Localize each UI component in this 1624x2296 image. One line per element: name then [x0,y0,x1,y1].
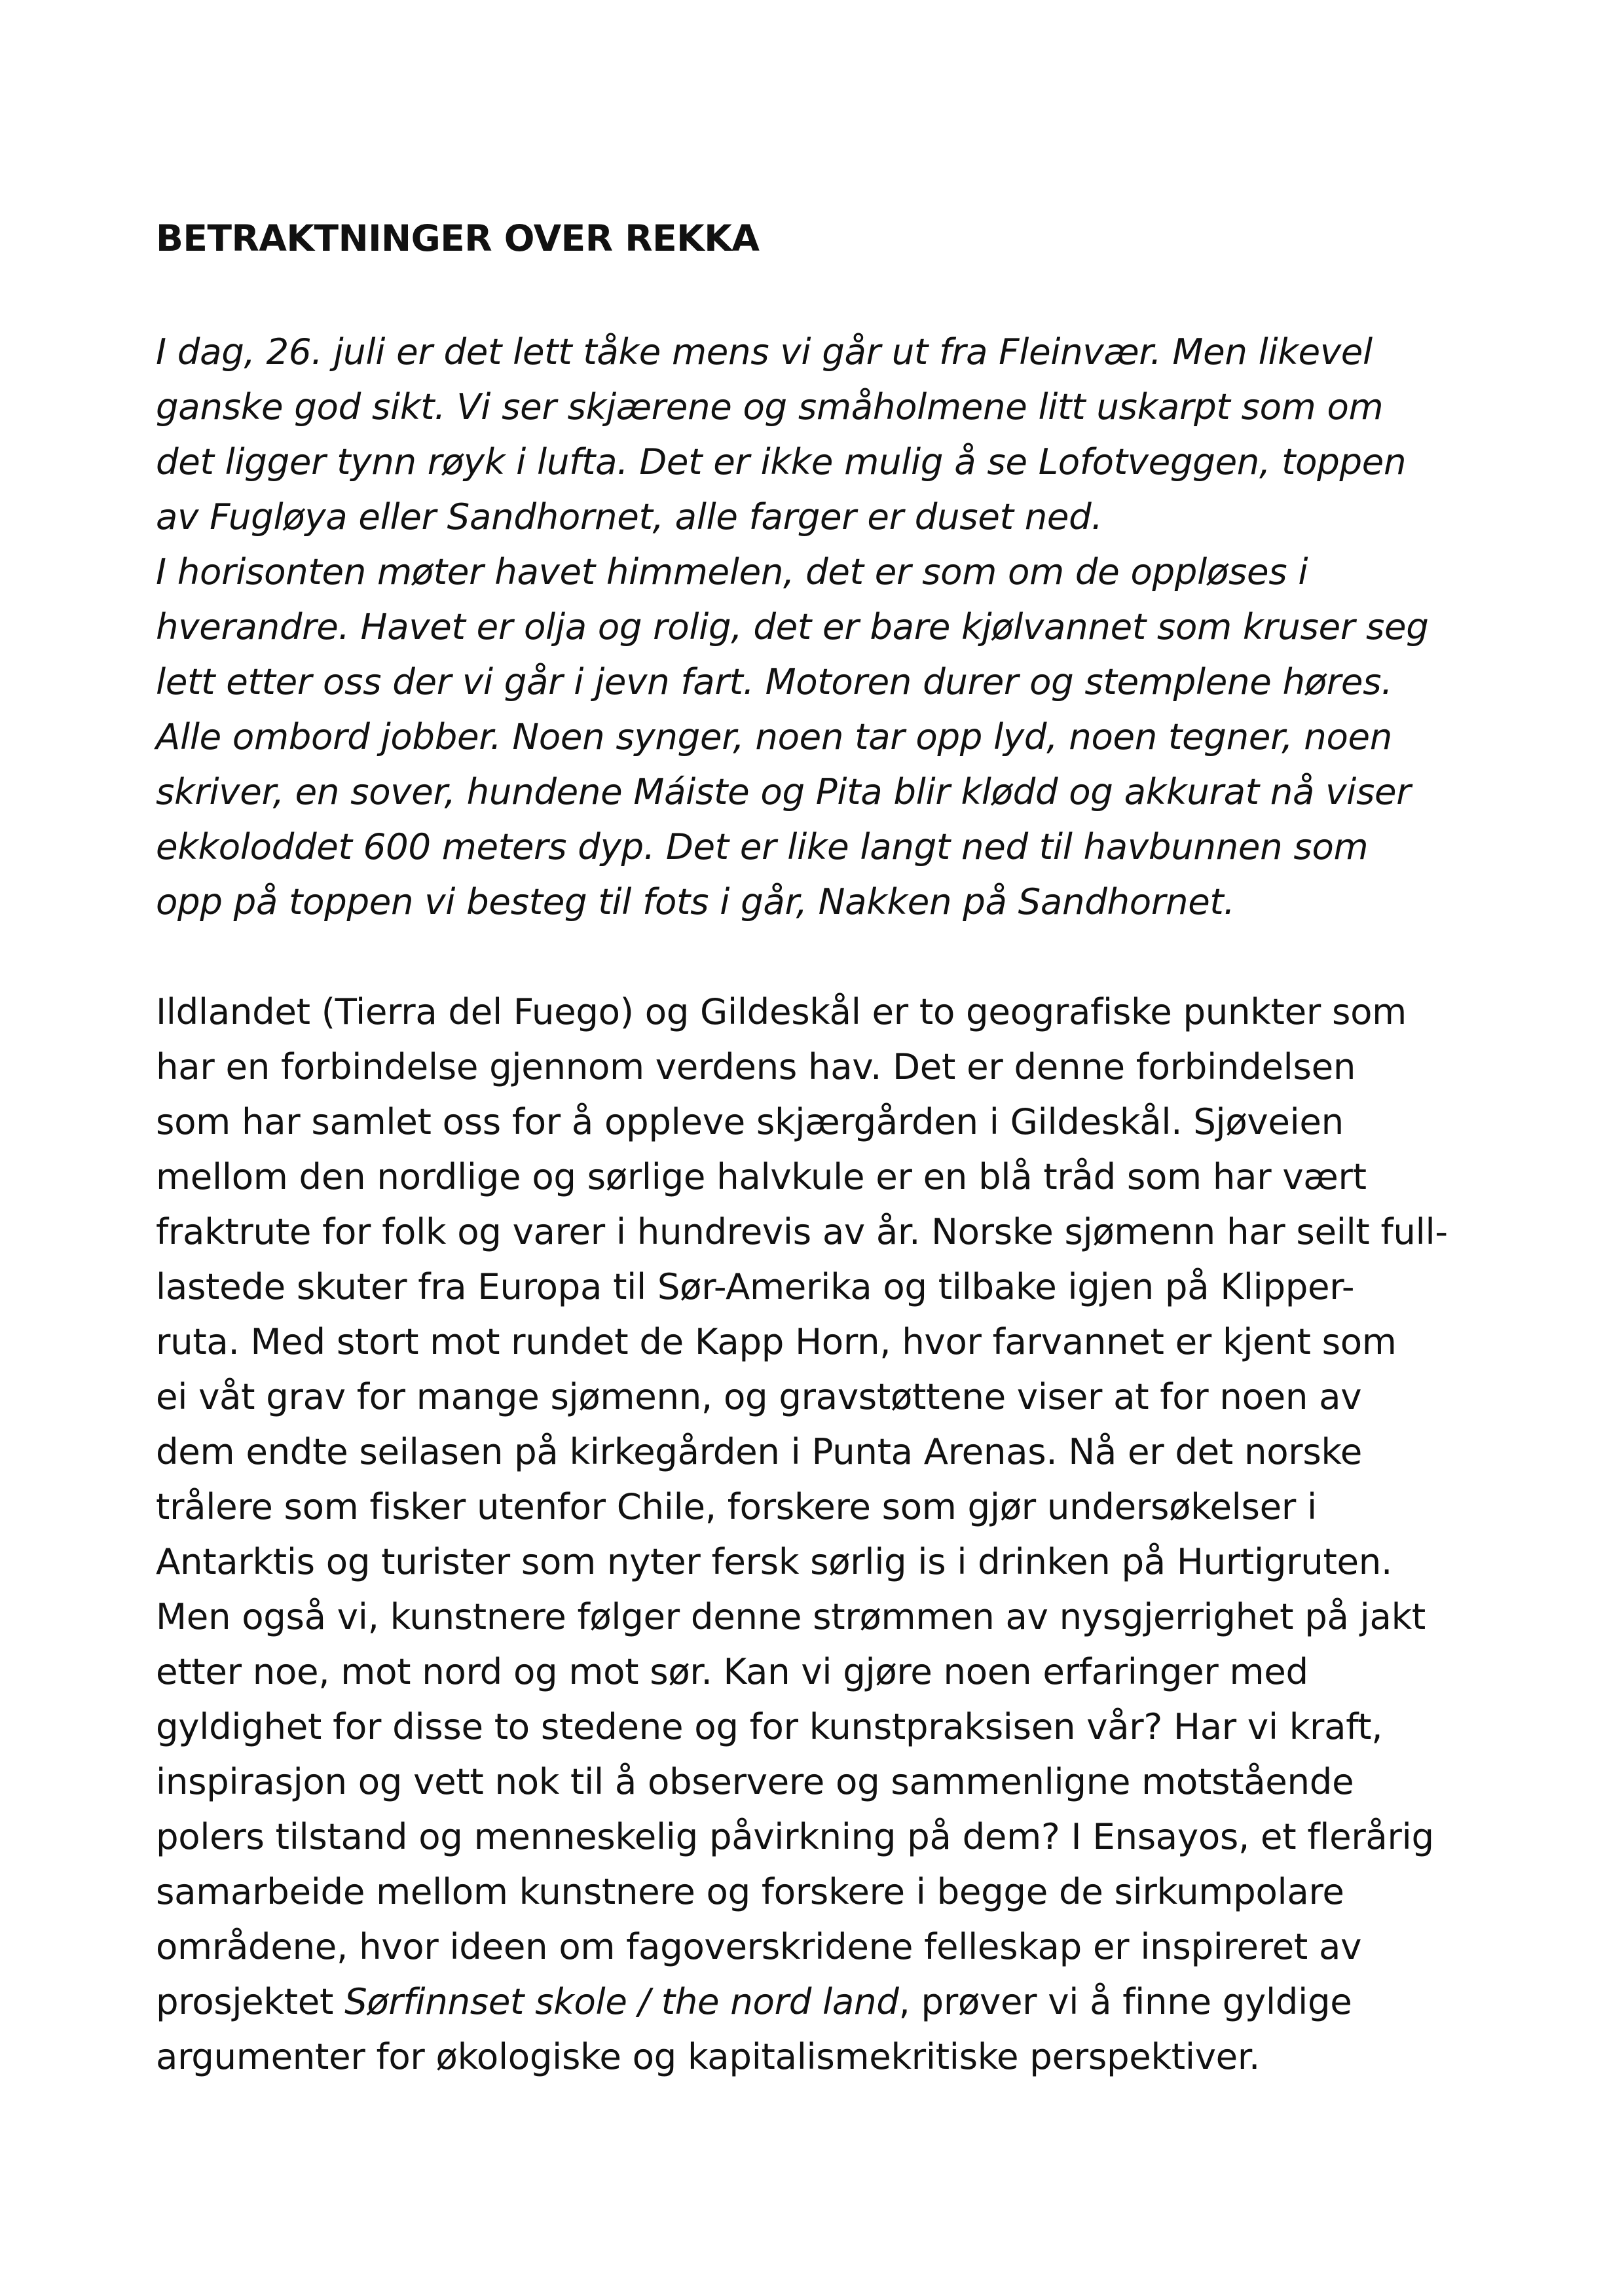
text-line: ekkoloddet 600 meters dyp. Det er like langt ned til havbunnen som [156,826,1369,867]
text-line: Alle ombord jobber. Noen synger, noen tar opp lyd, noen tegner, noen [156,716,1392,757]
text-line: ei våt grav for mange sjømenn, og gravstøttene viser at for noen av [156,1376,1362,1417]
text-line-with-italic-title [156,1974,1479,2029]
text-line: Antarktis og turister som nyter fersk sørlig is i drinken på Hurtigruten. [156,1540,1393,1582]
text-line: det ligger tynn røyk i lufta. Det er ikke mulig å se Lofotveggen, toppen [156,441,1407,483]
italic-project-title: Sørfinnset skole / the nord land [344,1980,899,2022]
text-line: etter noe, mot nord og mot sør. Kan vi gjøre noen erfaringer med [156,1650,1308,1692]
text-line: dem endte seilasen på kirkegården i Punta Arenas. Nå er det norske [156,1430,1362,1472]
text-line: lett etter oss der vi går i jevn fart. Motoren durer og stemplene høres. [156,661,1393,702]
text-line: av Fugløya eller Sandhornet, alle farger er duset ned. [156,496,1103,538]
text-line: inspirasjon og vett nok til å observere og sammenligne motstående [156,1760,1354,1802]
text-line: skriver, en sover, hundene Máiste og Pita blir klødd og akkurat nå viser [156,771,1411,812]
text-line: Men også vi, kunstnere følger denne strømmen av nysgjerrighet på jakt [156,1595,1426,1637]
italic-journal-paragraph [156,324,1479,929]
text-line: fraktrute for folk og varer i hundrevis av år. Norske sjømenn har seilt full- [156,1211,1448,1252]
text-segment: , prøver vi å finne gyldige [898,1980,1352,2022]
text-line: polers tilstand og menneskelig påvirkning på dem? I Ensayos, et flerårig [156,1815,1434,1857]
document-page [156,208,1479,2084]
text-line: mellom den nordlige og sørlige halvkule er en blå tråd som har vært [156,1156,1367,1197]
text-line: ruta. Med stort mot rundet de Kapp Horn, hvor farvannet er kjent som [156,1321,1397,1362]
text-line: har en forbindelse gjennom verdens hav. Det er denne forbindelsen [156,1046,1356,1087]
text-line: I horisonten møter havet himmelen, det er som om de oppløses i [156,551,1308,592]
text-line: hverandre. Havet er olja og rolig, det er bare kjølvannet som kruser seg [156,606,1429,647]
text-segment: prosjektet [156,1980,345,2022]
text-line: trålere som fisker utenfor Chile, forskere som gjør undersøkelser i [156,1485,1317,1527]
text-line: ganske god sikt. Vi ser skjærene og småholmene litt uskarpt som om [156,386,1384,428]
text-line: samarbeide mellom kunstnere og forskere i begge de sirkumpolare [156,1870,1344,1912]
document-title: BETRAKTNINGER OVER REKKA [156,217,760,259]
body-paragraph [156,984,1479,2084]
text-line: områdene, hvor ideen om fagoverskridene felleskap er inspireret av [156,1925,1362,1967]
text-line: lastede skuter fra Europa til Sør-Amerika og tilbake igjen på Klipper- [156,1266,1355,1307]
text-line: opp på toppen vi besteg til fots i går, Nakken på Sandhornet. [156,881,1235,922]
text-line: argumenter for økologiske og kapitalismekritiske perspektiver. [156,2035,1261,2077]
text-line: gyldighet for disse to stedene og for kunstpraksisen vår? Har vi kraft, [156,1705,1383,1747]
text-line: som har samlet oss for å oppleve skjærgården i Gildeskål. Sjøveien [156,1101,1344,1142]
text-line: Ildlandet (Tierra del Fuego) og Gildeskål er to geografiske punkter som [156,991,1407,1032]
text-line: I dag, 26. juli er det lett tåke mens vi går ut fra Fleinvær. Men likevel [156,331,1373,373]
